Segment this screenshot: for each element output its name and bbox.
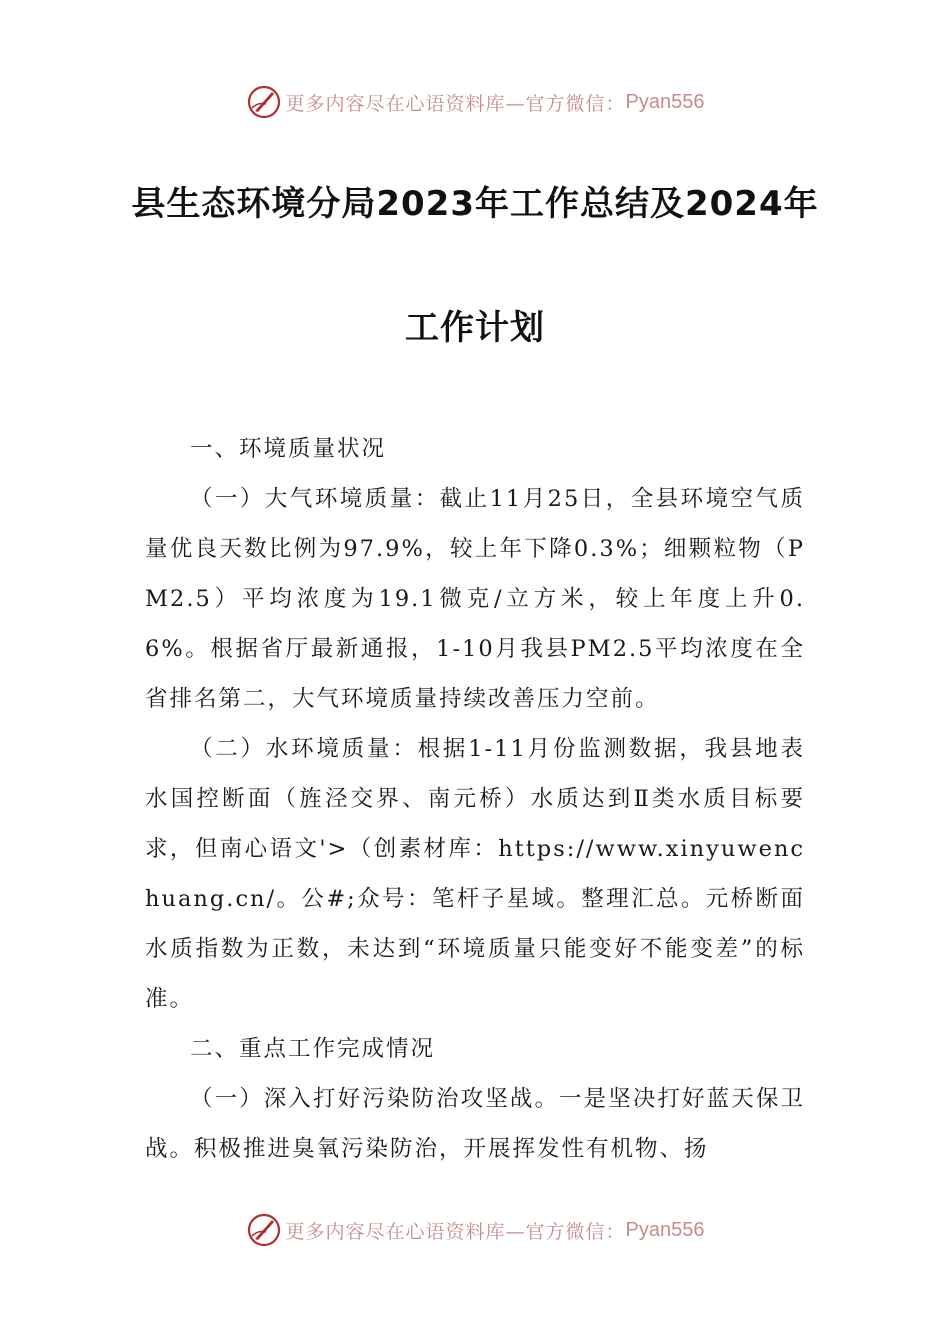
quill-logo-icon — [246, 84, 282, 120]
body-paragraph: （一）大气环境质量：截止11月25日，全县环境空气质量优良天数比例为97.9%，较上年下降0.3%；细颗粒物（PM2.5）平均浓度为19.1微克/立方米，较上年度上升0.6%。根据省厅最新通报，1-10月我县PM2.5平均浓度在全省排名第二，大气环境质量持续改善压力空前。 — [145, 486, 805, 712]
quill-logo-icon — [246, 1212, 282, 1248]
document-body — [145, 424, 805, 1174]
body-paragraph: （二）水环境质量：根据1-11月份监测数据，我县地表水国控断面（旌泾交界、南元桥）水质达到Ⅱ类水质目标要求，但南心语文'>（创素材库：https://www.xinyuwenchuang.cn/。公#;众号：笔杆子星域。整理汇总。元桥断面水质指数为正数，未达到“环境质量只能变好不能变差”的标准。 — [145, 736, 805, 1012]
banner-text: 更多内容尽在心语资料库—官方微信： — [285, 1220, 626, 1243]
section-heading: 二、重点工作完成情况 — [190, 1036, 436, 1062]
banner-text: 更多内容尽在心语资料库—官方微信： — [285, 92, 626, 115]
document-title-line1: 县生态环境分局2023年工作总结及2024年 — [131, 184, 819, 224]
section-heading: 一、环境质量状况 — [190, 436, 387, 462]
banner-wechat-id: Pyan556 — [625, 90, 705, 113]
body-paragraph: （一）深入打好污染防治攻坚战。一是坚决打好蓝天保卫战。积极推进臭氧污染防治，开展挥发性有机物、扬 — [145, 1086, 805, 1162]
header-watermark-banner — [0, 82, 950, 122]
document-title-line2: 工作计划 — [405, 308, 545, 348]
banner-wechat-id: Pyan556 — [625, 1218, 705, 1241]
footer-watermark-banner — [0, 1210, 950, 1250]
